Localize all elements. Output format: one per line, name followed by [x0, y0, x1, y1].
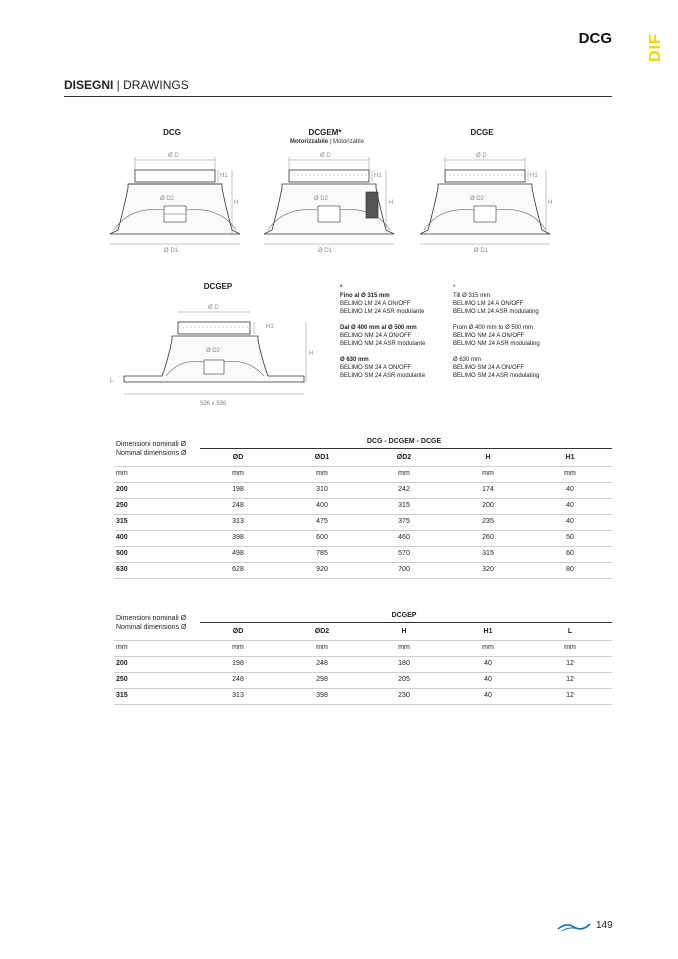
table-cell: 12: [566, 676, 574, 683]
table-cell: 12: [566, 692, 574, 699]
dcgep-dim-l: L: [110, 378, 114, 384]
notes-en-line: BELIMO LM 24 ASR modulating: [453, 309, 539, 315]
table-cell: 313: [232, 692, 244, 699]
table-cell: 248: [232, 502, 244, 509]
table-cell: 500: [116, 550, 128, 557]
dcge-dim-h1: H1: [530, 173, 538, 179]
table-cell: 200: [482, 502, 494, 509]
drawing-dcgem-label: DCGEM*: [308, 128, 342, 137]
table-dcg-unit: mm: [232, 470, 244, 477]
section-title-it: DISEGNI: [64, 78, 114, 92]
table-cell: 700: [398, 566, 410, 573]
drawing-dcgep: [108, 298, 320, 410]
dcge-dim-d: Ø D: [476, 153, 487, 159]
table-dcgep-unit: mm: [116, 644, 128, 651]
notes-en: [453, 284, 540, 380]
notes-en-star: *: [453, 285, 456, 291]
table-dcgep-unit: mm: [232, 644, 244, 651]
table-dcgep-group-rule: [200, 622, 612, 623]
table-cell: 315: [116, 518, 128, 525]
drawing-dcg: [108, 148, 244, 258]
table-dcgep-unit: mm: [564, 644, 576, 651]
table-dcg-header-row: [114, 450, 612, 467]
table-cell: 398: [316, 692, 328, 699]
table-cell: 498: [232, 550, 244, 557]
table-dcg-unit: mm: [564, 470, 576, 477]
table-cell: 248: [316, 660, 328, 667]
notes-en-line: Till Ø 315 mm: [453, 293, 491, 299]
notes-en-line: Ø 630 mm: [453, 357, 482, 363]
table-cell: 198: [232, 486, 244, 493]
table-cell: 315: [116, 692, 128, 699]
table-dcgep-unit: mm: [482, 644, 494, 651]
notes-it-line: Ø 630 mm: [340, 357, 369, 363]
table-cell: 298: [316, 676, 328, 683]
notes-en-line: BELIMO LM 24 A ON/OFF: [453, 301, 524, 307]
drawing-dcg-label: DCG: [163, 128, 181, 137]
table-dcg-left-en: Nominal dimensions Ø: [116, 450, 187, 457]
notes-it-line: BELIMO SM 24 A ON/OFF: [340, 365, 412, 371]
table-cell: 570: [398, 550, 410, 557]
table-cell: 315: [398, 502, 410, 509]
table-cell: 200: [116, 660, 128, 667]
table-cell: 248: [232, 676, 244, 683]
dcg-dim-h: H: [234, 200, 239, 206]
table-cell: 375: [398, 518, 410, 525]
table-dcgep-col: H: [401, 628, 407, 635]
table-cell: 475: [316, 518, 328, 525]
notes-it-line: BELIMO LM 24 A ON/OFF: [340, 301, 411, 307]
table-cell: 250: [116, 676, 128, 683]
table-cell: 460: [398, 534, 410, 541]
table-cell: 260: [482, 534, 494, 541]
notes-it-line: BELIMO SM 24 ASR modulante: [340, 373, 426, 379]
table-cell: 200: [116, 486, 128, 493]
header-code: DCG: [578, 30, 612, 47]
notes-it-star: *: [340, 285, 343, 291]
table-dcg-left-it: Dimensioni nominali Ø: [116, 441, 187, 448]
table-cell: 60: [566, 550, 574, 557]
notes-it-line: BELIMO LM 24 ASR modulante: [340, 309, 425, 315]
table-cell: 235: [482, 518, 494, 525]
notes-en-line: From Ø 400 mm to Ø 500 mm: [453, 325, 534, 331]
notes-it-line: BELIMO NM 24 ASR modulante: [340, 341, 426, 347]
table-cell: 174: [482, 486, 494, 493]
table-cell: 315: [482, 550, 494, 557]
side-tab: [645, 0, 678, 78]
dcg-dim-d: Ø D: [168, 153, 179, 159]
table-cell: 40: [484, 676, 492, 683]
dcgep-dim-d2: Ø D2: [206, 348, 221, 354]
table-cell: 198: [232, 660, 244, 667]
dcgem-dim-h: H: [389, 200, 394, 206]
notes-it-line: Fino al Ø 315 mm: [340, 293, 390, 299]
table-dcg-unit-row: [114, 466, 612, 483]
dcgep-dim-plate: 596 x 596: [200, 401, 227, 407]
table-row: [114, 546, 612, 563]
section-title-en: DRAWINGS: [123, 78, 189, 92]
table-cell: 630: [116, 566, 128, 573]
table-dcgep: [114, 610, 612, 710]
dcge-dim-d2: Ø D2: [470, 196, 485, 202]
table-row: [114, 688, 612, 705]
table-row: [114, 530, 612, 547]
drawing-dcgem: [262, 148, 402, 258]
table-dcgep-left-it: Dimensioni nominali Ø: [116, 615, 187, 622]
table-dcg-col: H1: [565, 454, 575, 461]
drawing-dcgep-label: DCGEP: [203, 282, 233, 291]
page-number: 149: [596, 920, 613, 931]
table-cell: 920: [316, 566, 328, 573]
dcge-dim-h: H: [548, 200, 553, 206]
table-dcg-unit: mm: [398, 470, 410, 477]
table-cell: 50: [566, 534, 574, 541]
table-dcgep-unit: mm: [316, 644, 328, 651]
dcgep-dim-h1: H1: [266, 324, 274, 330]
table-dcg: [114, 436, 612, 584]
table-dcgep-col: H1: [483, 628, 493, 635]
side-tab-label: DIF: [647, 33, 664, 62]
drawing-dcgem-sub: [282, 139, 372, 145]
table-cell: 398: [232, 534, 244, 541]
table-cell: 600: [316, 534, 328, 541]
drawing-dcge-label: DCGE: [470, 128, 494, 137]
table-cell: 785: [316, 550, 328, 557]
table-cell: 242: [398, 486, 410, 493]
table-cell: 310: [316, 486, 328, 493]
drawing-dcge: [418, 148, 558, 258]
dcgem-sub-en: Motorizable: [332, 139, 364, 145]
dcgem-dim-d2: Ø D2: [314, 196, 329, 202]
table-row: [114, 514, 612, 531]
table-dcgep-group: DCGEP: [391, 612, 417, 619]
table-cell: 12: [566, 660, 574, 667]
table-dcgep-unit-row: [114, 640, 612, 657]
notes-en-line: BELIMO NM 24 A ON/OFF: [453, 333, 525, 339]
dcgep-dim-d: Ø D: [208, 305, 219, 311]
table-dcg-unit: mm: [482, 470, 494, 477]
table-dcgep-col: ØD2: [314, 628, 330, 635]
table-cell: 40: [566, 486, 574, 493]
table-cell: 40: [566, 502, 574, 509]
notes-en-line: BELIMO SM 24 A ON/OFF: [453, 365, 525, 371]
section-rule: [64, 96, 612, 97]
table-cell: 400: [316, 502, 328, 509]
table-cell: 230: [398, 692, 410, 699]
table-dcg-group-rule: [200, 448, 612, 449]
dcgem-dim-h1: H1: [374, 173, 382, 179]
table-cell: 250: [116, 502, 128, 509]
dcgep-dim-h: H: [309, 351, 314, 357]
table-dcg-group: DCG - DCGEM - DCGE: [366, 438, 442, 445]
table-row: [114, 482, 612, 499]
dcg-dim-h1: H1: [220, 173, 228, 179]
table-row: [114, 656, 612, 673]
table-dcgep-header-row: [114, 624, 612, 641]
notes-it: [340, 284, 425, 380]
table-dcg-col: ØD1: [314, 454, 330, 461]
dcgem-dim-d: Ø D: [320, 153, 331, 159]
section-title: [64, 78, 189, 92]
table-cell: 628: [232, 566, 244, 573]
table-row: [114, 498, 612, 515]
table-dcgep-unit: mm: [398, 644, 410, 651]
notes-it-line: Dal Ø 400 mm al Ø 500 mm: [340, 325, 417, 331]
brand-logo-icon: [557, 920, 591, 932]
dcg-dim-d1: Ø D1: [164, 248, 179, 254]
table-cell: 320: [482, 566, 494, 573]
section-title-separator: |: [113, 78, 124, 92]
table-dcgep-col: ØD: [232, 628, 244, 635]
table-dcg-unit: mm: [316, 470, 328, 477]
table-cell: 205: [398, 676, 410, 683]
table-dcg-unit: mm: [116, 470, 128, 477]
dcgem-sub-it: Motorizzabile: [290, 139, 329, 145]
notes-en-line: BELIMO NM 24 ASR modulating: [453, 341, 540, 347]
table-row: [114, 562, 612, 579]
table-row: [114, 672, 612, 689]
table-dcgep-left-en: Nominal dimensions Ø: [116, 624, 187, 631]
notes-en-line: BELIMO SM 24 ASR modulating: [453, 373, 540, 379]
table-cell: 40: [484, 660, 492, 667]
table-dcg-col: ØD2: [396, 454, 412, 461]
dcge-dim-d1: Ø D1: [474, 248, 489, 254]
table-dcgep-col: L: [567, 628, 573, 635]
table-cell: 40: [566, 518, 574, 525]
table-dcg-col: ØD: [232, 454, 244, 461]
table-cell: 313: [232, 518, 244, 525]
table-dcg-col: H: [485, 454, 491, 461]
dcg-dim-d2: Ø D2: [160, 196, 175, 202]
notes-it-line: BELIMO NM 24 A ON/OFF: [340, 333, 412, 339]
table-cell: 400: [116, 534, 128, 541]
table-cell: 80: [566, 566, 574, 573]
dcgem-dim-d1: Ø D1: [318, 248, 333, 254]
dcgem-sub-sep: |: [328, 139, 333, 145]
table-cell: 180: [398, 660, 410, 667]
table-cell: 40: [484, 692, 492, 699]
